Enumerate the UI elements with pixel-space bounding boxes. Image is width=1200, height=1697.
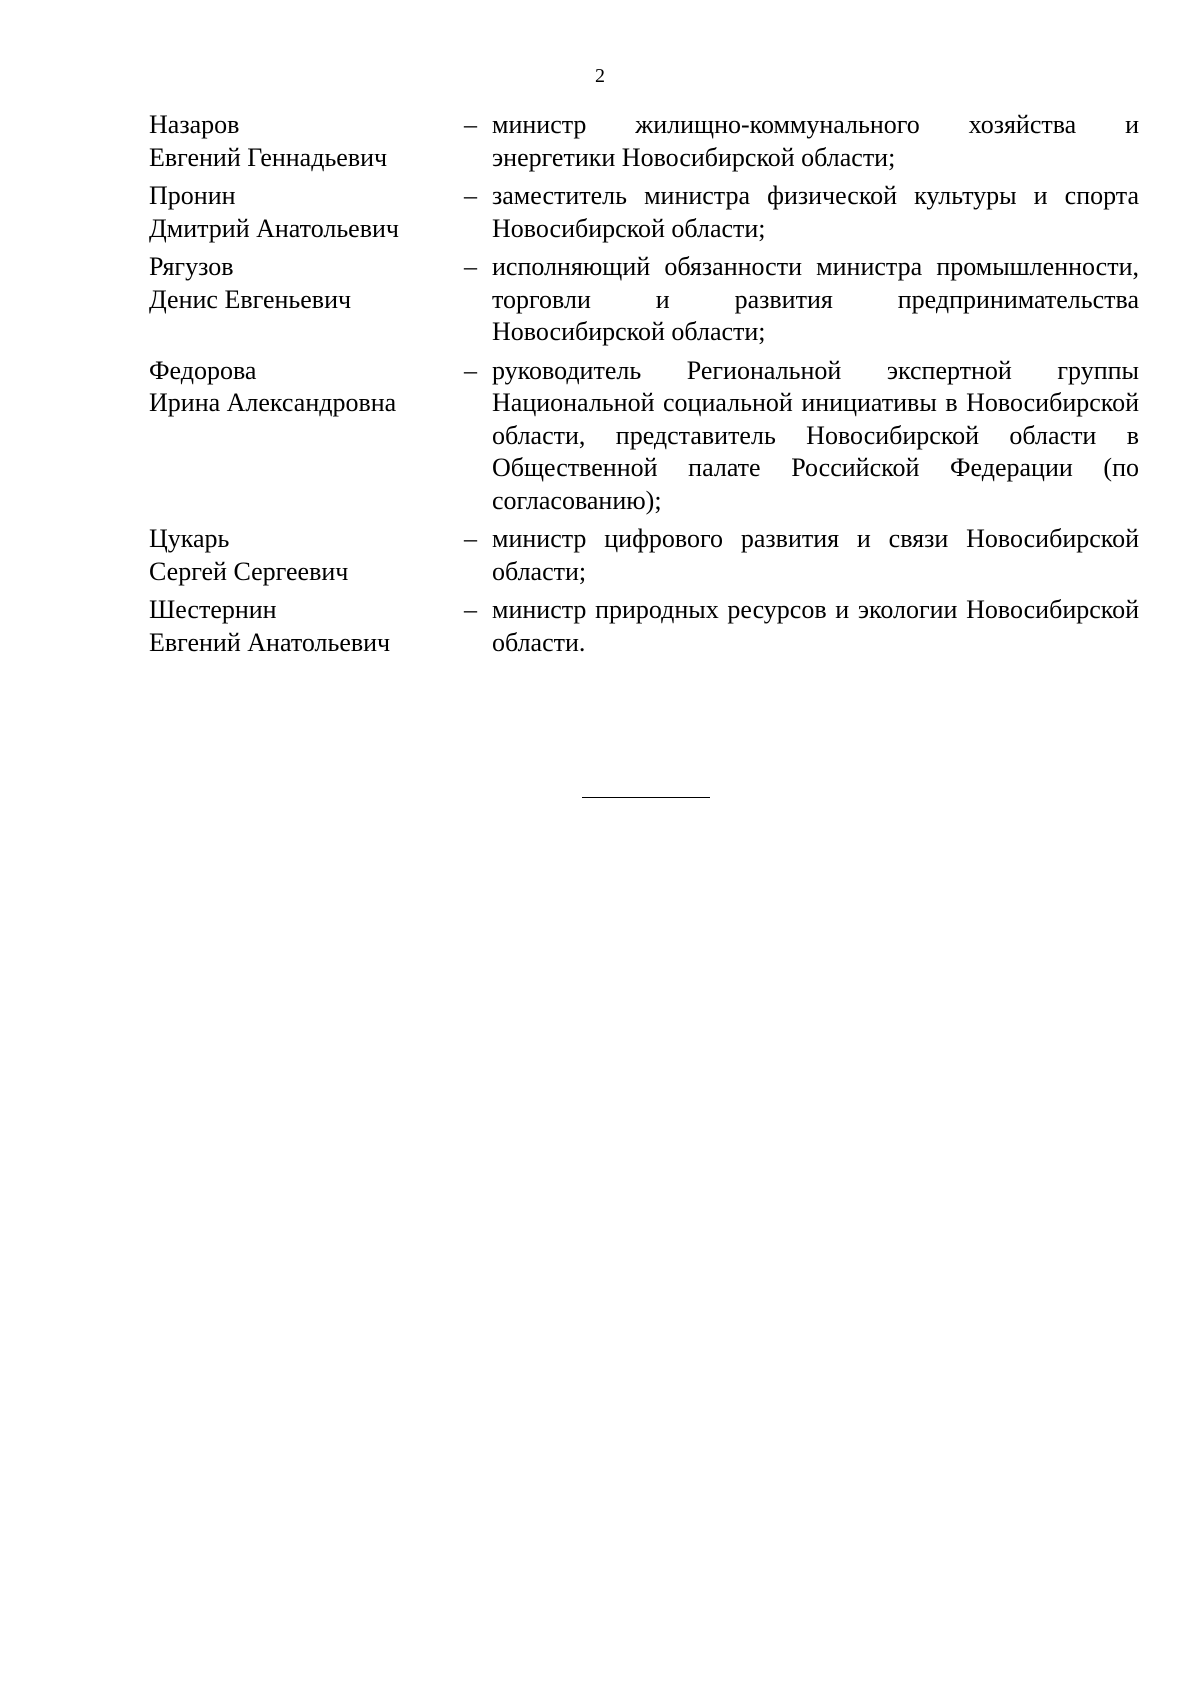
dash-separator: – <box>464 181 477 210</box>
member-name <box>149 180 464 245</box>
member-position: министр природных ресурсов и экологии Новосибирской области. <box>492 595 1139 657</box>
dash-separator: – <box>464 595 477 624</box>
member-position: исполняющий обязанности министра промышленности, торговли и развития предпринимательства Новосибирской области; <box>492 252 1139 346</box>
member-surname: Шестернин <box>149 595 277 624</box>
member-given-names: Сергей Сергеевич <box>149 556 349 586</box>
member-surname: Рягузов <box>149 252 234 281</box>
member-surname: Назаров <box>149 110 240 139</box>
member-given-names: Евгений Анатольевич <box>149 627 391 657</box>
member-position: министр цифрового развития и связи Новосибирской области; <box>492 524 1139 586</box>
closing-rule <box>582 797 710 798</box>
member-entry <box>149 180 1139 245</box>
member-given-names: Ирина Александровна <box>149 388 397 417</box>
member-entry <box>149 523 1139 588</box>
member-position: руководитель Региональной экспертной группы Национальной социальной инициативы в Новосибирской области, представитель Новосибирской области в Общественной палате Российской Федерации (по согласованию); <box>492 355 1139 515</box>
member-position: министр жилищно-коммунального хозяйства и энергетики Новосибирской области; <box>492 110 1139 172</box>
member-entry <box>149 251 1139 349</box>
member-surname: Пронин <box>149 181 236 210</box>
members-list <box>149 109 1139 665</box>
member-entry <box>149 109 1139 174</box>
member-name <box>149 109 464 174</box>
member-surname: Федорова <box>149 355 257 385</box>
dash-separator: – <box>464 252 477 281</box>
member-name <box>149 355 464 518</box>
dash-separator: – <box>464 355 477 385</box>
member-entry <box>149 594 1139 659</box>
member-name <box>149 251 464 349</box>
member-entry <box>149 355 1139 518</box>
member-given-names: Дмитрий Анатольевич <box>149 213 399 243</box>
dash-separator: – <box>464 110 477 139</box>
member-given-names: Евгений Геннадьевич <box>149 142 388 172</box>
member-given-names: Денис Евгеньевич <box>149 284 352 314</box>
member-surname: Цукарь <box>149 524 230 553</box>
dash-separator: – <box>464 524 477 553</box>
member-position: заместитель министра физической культуры и спорта Новосибирской области; <box>492 181 1139 243</box>
member-name <box>149 523 464 588</box>
page-number: 2 <box>595 65 605 87</box>
member-name <box>149 594 464 659</box>
